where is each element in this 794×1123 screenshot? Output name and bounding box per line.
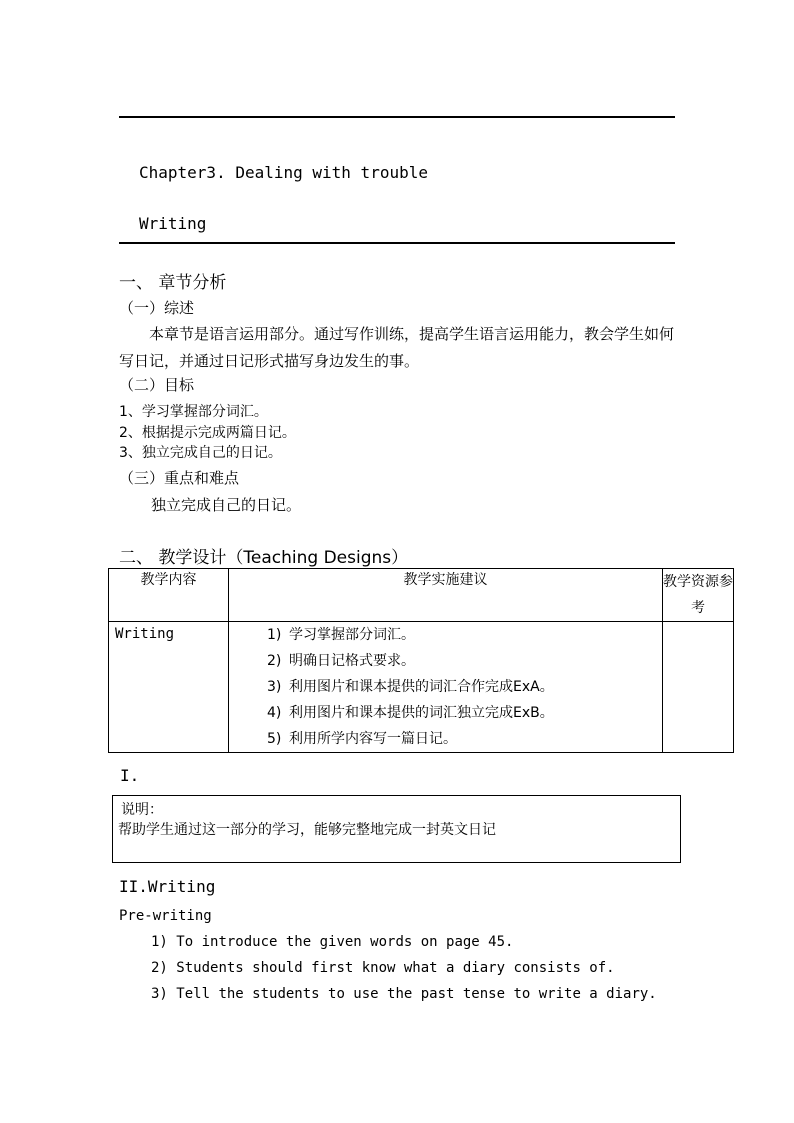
- row-suggestions: [229, 622, 663, 753]
- part2-label: II.Writing: [119, 877, 216, 896]
- key-points-label: （三）重点和难点: [119, 469, 240, 487]
- goal-item: 3、独立完成自己的日记。: [119, 445, 282, 461]
- section-title: Writing: [139, 214, 207, 233]
- teaching-design-table: [108, 568, 734, 753]
- section1-heading: 一、 章节分析: [119, 273, 227, 293]
- table-header-row: [109, 569, 734, 622]
- table-row: [109, 622, 734, 753]
- overview-label: （一）综述: [119, 299, 195, 317]
- list-item: 4) 利用图片和课本提供的词汇独立完成ExB。: [267, 705, 554, 721]
- list-item: 2) 明确日记格式要求。: [267, 653, 415, 669]
- note-title: 说明：: [121, 802, 163, 818]
- header-resources: 教学资源参考: [663, 569, 734, 622]
- pre-writing-heading: Pre-writing: [119, 908, 212, 924]
- chapter-title: Chapter3. Dealing with trouble: [139, 163, 428, 182]
- row-resources: [663, 622, 734, 753]
- goal-item: 2、根据提示完成两篇日记。: [119, 425, 296, 441]
- goal-item: 1、学习掌握部分词汇。: [119, 404, 268, 420]
- overview-paragraph: 本章节是语言运用部分。通过写作训练，提高学生语言运用能力，教会学生如何写日记，并通过日记形式描写身边发生的事。: [119, 325, 675, 370]
- header-content: 教学内容: [109, 569, 229, 622]
- row-content: Writing: [109, 622, 229, 753]
- header-suggestions: 教学实施建议: [229, 569, 663, 622]
- section2-heading: 二、 教学设计（Teaching Designs）: [119, 548, 409, 568]
- top-rule: [119, 116, 675, 118]
- list-item: 3) 利用图片和课本提供的词汇合作完成ExA。: [267, 679, 554, 695]
- suggestion-list: [229, 622, 662, 752]
- note-text: 帮助学生通过这一部分的学习，能够完整地完成一封英文日记: [118, 822, 496, 838]
- list-item: 1) 学习掌握部分词汇。: [267, 627, 415, 643]
- note-box: [112, 795, 681, 863]
- step-item: 2) Students should first know what a diary consists of.: [151, 960, 615, 976]
- goals-label: （二）目标: [119, 376, 195, 394]
- header-bottom-rule: [119, 242, 675, 244]
- list-item: 5) 利用所学内容写一篇日记。: [267, 731, 457, 747]
- key-points-text: 独立完成自己的日记。: [151, 496, 302, 514]
- part1-label: I.: [120, 766, 140, 785]
- step-item: 1) To introduce the given words on page 45.: [151, 934, 514, 950]
- step-item: 3) Tell the students to use the past tense to write a diary.: [151, 986, 657, 1002]
